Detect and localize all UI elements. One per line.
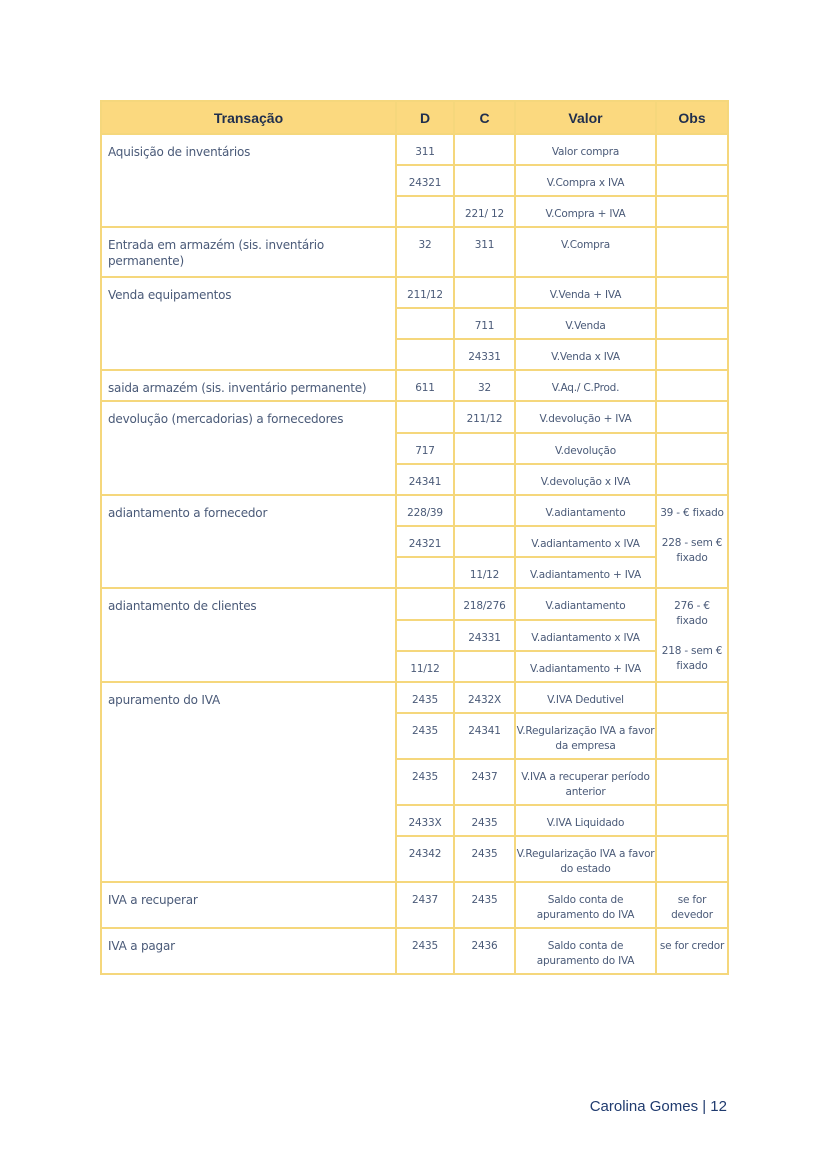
credit-cell: 221/ 12 [454, 196, 515, 227]
obs-note: se for devedor [671, 894, 713, 921]
credit-cell: 2432X [454, 682, 515, 713]
header-transacao: Transação [101, 101, 396, 134]
table-row [101, 134, 728, 165]
debit-cell: 24321 [396, 526, 454, 557]
valor-cell: V.Regularização IVA a favor da empresa [515, 713, 656, 759]
debit-cell: 211/12 [396, 277, 454, 308]
transaction-cell: IVA a recuperar [101, 882, 396, 928]
credit-cell: 24341 [454, 713, 515, 759]
debit-cell: 2435 [396, 928, 454, 974]
obs-cell [656, 464, 728, 495]
header-valor: Valor [515, 101, 656, 134]
table-row [101, 588, 728, 620]
valor-cell: V.Venda [515, 308, 656, 339]
valor-cell: V.IVA Liquidado [515, 805, 656, 836]
credit-cell [454, 651, 515, 682]
valor-cell: V.devolução + IVA [515, 401, 656, 433]
debit-cell: 11/12 [396, 651, 454, 682]
obs-cell [656, 401, 728, 433]
credit-cell [454, 526, 515, 557]
credit-cell [454, 495, 515, 526]
valor-cell: V.adiantamento + IVA [515, 651, 656, 682]
valor-cell: V.Compra + IVA [515, 196, 656, 227]
valor-cell: V.adiantamento x IVA [515, 620, 656, 651]
accounting-entries-table [100, 100, 729, 975]
credit-cell: 24331 [454, 339, 515, 370]
valor-cell: V.Regularização IVA a favor do estado [515, 836, 656, 882]
valor-cell: V.adiantamento [515, 495, 656, 526]
credit-cell: 211/12 [454, 401, 515, 433]
valor-cell: V.devolução x IVA [515, 464, 656, 495]
credit-cell [454, 134, 515, 165]
obs-note: 276 - € fixado [674, 600, 710, 627]
credit-cell: 711 [454, 308, 515, 339]
credit-cell: 218/276 [454, 588, 515, 620]
debit-cell [396, 196, 454, 227]
obs-cell [656, 196, 728, 227]
obs-cell [656, 882, 728, 928]
debit-cell [396, 401, 454, 433]
debit-cell: 24341 [396, 464, 454, 495]
credit-cell: 2435 [454, 882, 515, 928]
valor-cell: V.Venda + IVA [515, 277, 656, 308]
obs-note: se for credor [659, 940, 725, 952]
credit-cell [454, 165, 515, 196]
valor-cell: V.adiantamento [515, 588, 656, 620]
credit-cell: 2435 [454, 805, 515, 836]
obs-cell [656, 928, 728, 974]
debit-cell: 611 [396, 370, 454, 401]
debit-cell [396, 308, 454, 339]
page-footer: Carolina Gomes | 12 [589, 1098, 727, 1115]
valor-cell: V.Venda x IVA [515, 339, 656, 370]
credit-cell: 32 [454, 370, 515, 401]
debit-cell: 32 [396, 227, 454, 277]
debit-cell: 2435 [396, 713, 454, 759]
debit-cell: 228/39 [396, 495, 454, 526]
transaction-cell: Aquisição de inventários [101, 134, 396, 227]
valor-cell: V.devolução [515, 433, 656, 464]
obs-cell [656, 433, 728, 464]
credit-cell: 311 [454, 227, 515, 277]
valor-cell: V.Compra x IVA [515, 165, 656, 196]
valor-cell: V.adiantamento x IVA [515, 526, 656, 557]
obs-cell [656, 134, 728, 165]
debit-cell: 24321 [396, 165, 454, 196]
valor-cell: Valor compra [515, 134, 656, 165]
table-row [101, 495, 728, 526]
table-header-row [101, 101, 728, 134]
obs-cell [656, 227, 728, 277]
credit-cell: 24331 [454, 620, 515, 651]
obs-cell [656, 836, 728, 882]
table-row [101, 401, 728, 433]
debit-cell: 2437 [396, 882, 454, 928]
obs-cell [656, 588, 728, 682]
table-body [101, 134, 728, 974]
debit-cell: 2435 [396, 759, 454, 805]
obs-cell [656, 165, 728, 196]
obs-note: 228 - sem € fixado [661, 537, 723, 564]
credit-cell [454, 433, 515, 464]
valor-cell: V.IVA Dedutivel [515, 682, 656, 713]
credit-cell: 2436 [454, 928, 515, 974]
credit-cell: 11/12 [454, 557, 515, 588]
obs-cell [656, 495, 728, 588]
obs-cell [656, 805, 728, 836]
table-row [101, 277, 728, 308]
header-debit: D [396, 101, 454, 134]
header-credit: C [454, 101, 515, 134]
valor-cell: Saldo conta de apuramento do IVA [515, 882, 656, 928]
debit-cell: 717 [396, 433, 454, 464]
transaction-cell: Venda equipamentos [101, 277, 396, 370]
credit-cell: 2437 [454, 759, 515, 805]
table-row [101, 928, 728, 974]
credit-cell [454, 464, 515, 495]
obs-cell [656, 370, 728, 401]
table-row [101, 682, 728, 713]
valor-cell: V.IVA a recuperar período anterior [515, 759, 656, 805]
valor-cell: V.Aq./ C.Prod. [515, 370, 656, 401]
transaction-cell: apuramento do IVA [101, 682, 396, 882]
transaction-cell: Entrada em armazém (sis. inventário permanente) [101, 227, 396, 277]
credit-cell: 2435 [454, 836, 515, 882]
valor-cell: V.adiantamento + IVA [515, 557, 656, 588]
obs-cell [656, 682, 728, 713]
debit-cell [396, 620, 454, 651]
table-row [101, 227, 728, 277]
debit-cell: 2433X [396, 805, 454, 836]
obs-note: 39 - € fixado [660, 507, 724, 519]
debit-cell: 2435 [396, 682, 454, 713]
valor-cell: Saldo conta de apuramento do IVA [515, 928, 656, 974]
transaction-cell: IVA a pagar [101, 928, 396, 974]
transaction-cell: adiantamento a fornecedor [101, 495, 396, 588]
transaction-cell: devolução (mercadorias) a fornecedores [101, 401, 396, 495]
transaction-cell: adiantamento de clientes [101, 588, 396, 682]
debit-cell [396, 339, 454, 370]
header-obs: Obs [656, 101, 728, 134]
debit-cell: 24342 [396, 836, 454, 882]
valor-cell: V.Compra [515, 227, 656, 277]
obs-note: 218 - sem € fixado [661, 645, 723, 672]
table-row [101, 370, 728, 401]
debit-cell: 311 [396, 134, 454, 165]
obs-cell [656, 759, 728, 805]
credit-cell [454, 277, 515, 308]
transaction-cell: saida armazém (sis. inventário permanente) [101, 370, 396, 401]
debit-cell [396, 557, 454, 588]
debit-cell [396, 588, 454, 620]
obs-cell [656, 339, 728, 370]
table-row [101, 882, 728, 928]
obs-cell [656, 277, 728, 308]
obs-cell [656, 713, 728, 759]
obs-cell [656, 308, 728, 339]
